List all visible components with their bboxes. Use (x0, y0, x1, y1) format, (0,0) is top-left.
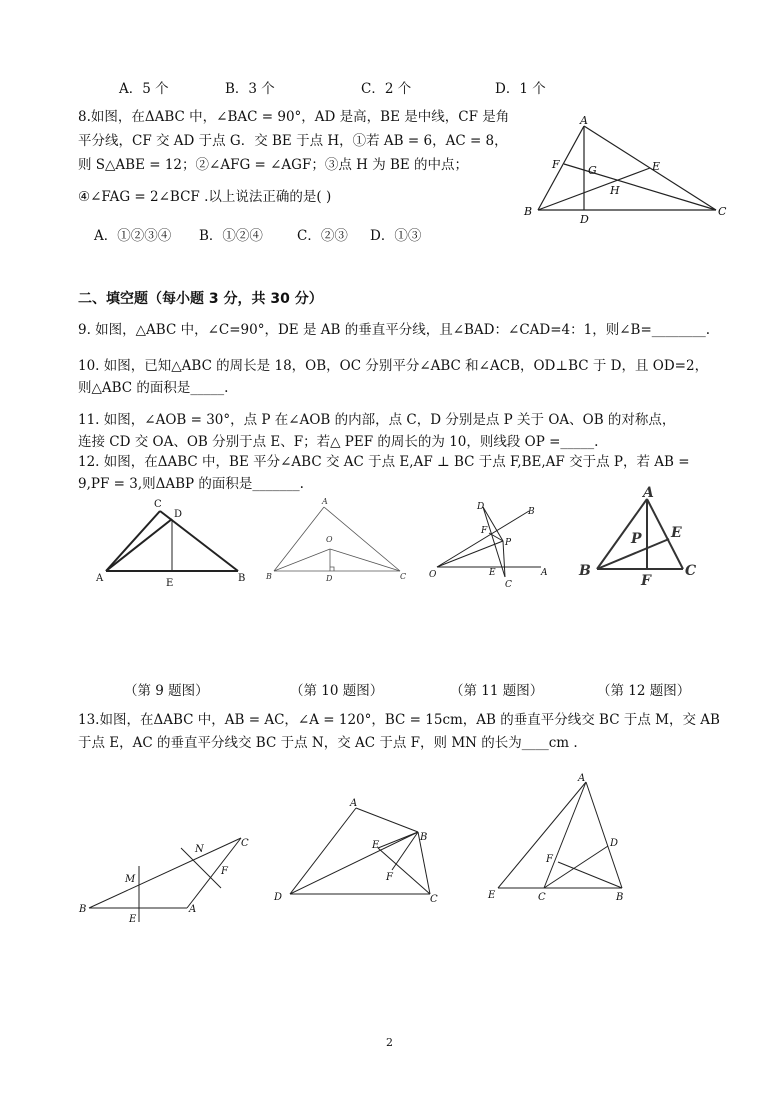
q13-line2: 于点 E，AC 的垂直平分线交 BC 于点 N，交 AC 于点 F，则 MN 的长为____cm . (78, 735, 578, 751)
fig9-label-c: C (154, 499, 162, 510)
q8-option-c: C．②③ (297, 228, 348, 244)
q13-figure-a (75, 826, 260, 926)
q13-line1: 13.如图，在ΔABC 中，AB = AC，∠A = 120°，BC = 15cm，AB 的垂直平分线交 BC 于点 M，交 AB (78, 712, 720, 728)
fig13a-label-e: E (129, 914, 137, 925)
fig13c-label-c: C (538, 892, 546, 903)
q12-line1: 12. 如图，在ΔABC 中，BE 平分∠ABC 交 AC 于点 E,AF ⊥ BC 于点 F,BE,AF 交于点 P，若 AB = (78, 454, 690, 470)
q8-option-a: A．①②③④ (94, 228, 172, 244)
q8-line1: 8.如图，在ΔABC 中，∠BAC = 90°，AD 是高，BE 是中线，CF 是角 (78, 109, 510, 125)
q9-text: 9. 如图，△ABC 中，∠C=90°，DE 是 AB 的垂直平分线，且∠BAD：∠CAD=4：1，则∠B=________. (78, 322, 711, 338)
q7-option-b: B．3 个 (225, 81, 275, 97)
fig12-label-c: C (685, 563, 697, 579)
fig12-label-f: F (641, 573, 651, 589)
page-number: 2 (386, 1036, 393, 1049)
q11-line2: 连接 CD 交 OA、OB 分别于点 E、F；若△ PEF 的周长的为 10，则线段 OP =_____. (78, 434, 599, 450)
fig11-label-b: B (528, 507, 535, 517)
q13-figure-b (268, 792, 453, 912)
q10-line1: 10. 如图，已知△ABC 的周长是 18，OB，OC 分别平分∠ABC 和∠ACB，OD⊥BC 于 D，且 OD=2， (78, 358, 709, 374)
fig8-label-g: G (588, 164, 597, 177)
fig13b-label-b: B (420, 832, 428, 843)
fig12-label-e: E (671, 525, 682, 541)
fig13c-label-b: B (616, 892, 624, 903)
q7-option-d: D．1 个 (495, 81, 546, 97)
fig13c-label-f: F (546, 854, 553, 865)
fig12-label-p: P (631, 531, 642, 547)
fig13a-label-c: C (241, 838, 249, 849)
fig10-label-d: D (326, 574, 333, 583)
fig13b-label-d: D (274, 892, 283, 903)
q8-option-d: D．①③ (370, 228, 422, 244)
section2-heading: 二、填空题（每小题 3 分，共 30 分） (78, 291, 323, 307)
fig11-label-e: E (489, 568, 496, 578)
fig13b-label-f: F (386, 872, 393, 883)
fig12-label-a: A (643, 485, 654, 501)
q12-line2: 9,PF = 3,则ΔABP 的面积是_______. (78, 476, 304, 492)
q12-figure (575, 485, 710, 590)
fig8-label-f: F (552, 158, 560, 171)
fig11-label-c: C (505, 580, 512, 590)
caption-fig10: （第 10 题图） (290, 683, 384, 699)
fig9-label-b: B (238, 573, 246, 584)
fig8-label-b: B (524, 205, 533, 218)
q8-option-b: B．①②④ (199, 228, 263, 244)
fig10-label-c: C (400, 572, 407, 581)
fig13b-label-e: E (372, 840, 380, 851)
q10-line2: 则△ABC 的面积是_____. (78, 380, 229, 396)
q8-figure (520, 112, 730, 227)
fig8-label-h: H (610, 184, 620, 197)
fig10-label-o: O (326, 535, 333, 544)
q8-line4: ④∠FAG = 2∠BCF .以上说法正确的是( ) (78, 189, 332, 205)
q11-line1: 11. 如图，∠AOB = 30°，点 P 在∠AOB 的内部，点 C，D 分别是点 P 关于 OA、OB 的对称点， (78, 412, 676, 428)
q8-line2: 平分线，CF 交 AD 于点 G．交 BE 于点 H，①若 AB = 6，AC = 8， (78, 133, 508, 149)
fig13a-label-b: B (79, 904, 87, 915)
caption-fig11: （第 11 题图） (450, 683, 544, 699)
q8-line3: 则 S△ABE = 12；②∠AFG = ∠AGF；③点 H 为 BE 的中点； (78, 157, 469, 173)
q7-option-c: C．2 个 (361, 81, 412, 97)
fig11-label-f: F (481, 526, 488, 536)
fig11-label-o: O (429, 570, 437, 580)
fig9-label-a: A (96, 573, 104, 584)
q10-figure (262, 495, 412, 590)
fig8-label-d: D (580, 213, 589, 226)
fig13a-label-a: A (189, 904, 197, 915)
fig13c-label-e: E (488, 890, 496, 901)
q13-figure-c (482, 770, 647, 905)
fig10-label-b: B (266, 572, 272, 581)
fig11-label-d: D (477, 502, 485, 512)
q9-figure (90, 495, 250, 595)
fig13b-label-c: C (430, 894, 438, 905)
fig9-label-d: D (174, 509, 183, 520)
q7-option-a: A．5 个 (119, 81, 169, 97)
fig13a-label-m: M (125, 874, 136, 885)
fig8-label-e: E (652, 160, 661, 173)
caption-fig9: （第 9 题图） (124, 683, 209, 699)
fig13a-label-f: F (221, 866, 228, 877)
q11-figure (425, 495, 560, 590)
fig11-label-a: A (541, 568, 548, 578)
fig11-label-p: P (505, 538, 512, 548)
fig13b-label-a: A (350, 798, 358, 809)
fig13a-label-n: N (195, 844, 204, 855)
fig8-label-a: A (580, 114, 588, 127)
caption-fig12: （第 12 题图） (597, 683, 691, 699)
fig10-label-a: A (322, 497, 328, 506)
fig8-label-c: C (718, 205, 727, 218)
fig9-label-e: E (166, 578, 174, 589)
fig12-label-b: B (579, 563, 591, 579)
fig13c-label-d: D (610, 838, 619, 849)
fig13c-label-a: A (578, 773, 586, 784)
